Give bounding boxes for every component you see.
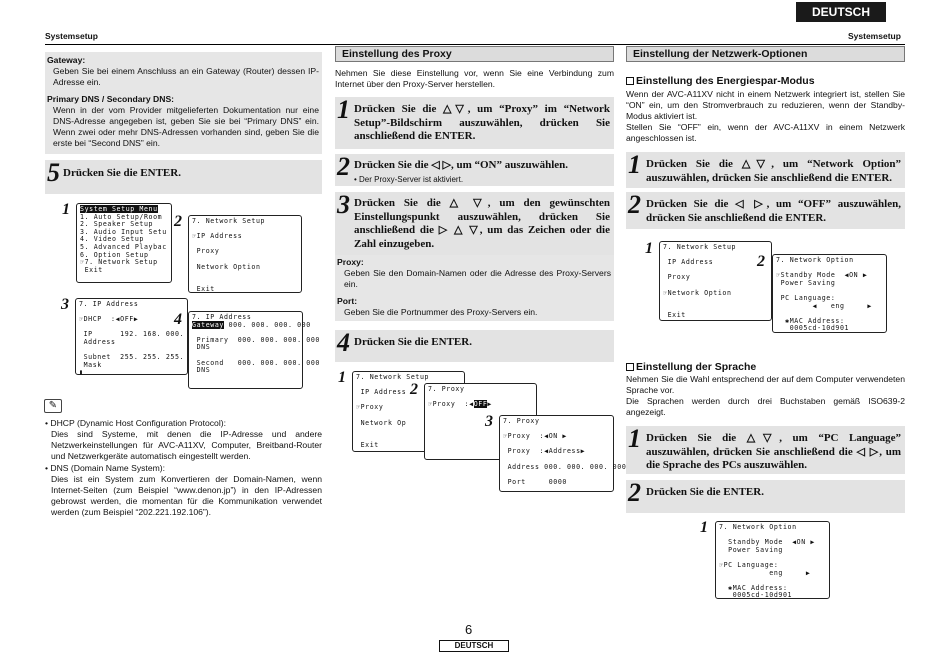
osd-title: System Setup Menu xyxy=(80,205,158,213)
proxy-step-4 xyxy=(335,330,614,362)
section-header-left: Systemsetup xyxy=(45,31,98,41)
section-title-proxy: Einstellung des Proxy xyxy=(335,46,614,62)
figure-step-label: 1 xyxy=(645,240,653,257)
power-saving-text: Wenn der AVC-A11XV nicht in einem Netzwerk integriert ist, stellen Sie “ON” ein, um den Stromverbrauch zu reduzieren, wenn der Standby-Modus aktiviert ist. Stellen Sie “OFF” ein, wenn der AVC-A11XV in einem Netzwerk angeschlossen ist. xyxy=(626,89,905,143)
figure-step-label: 2 xyxy=(174,213,182,230)
step-number: 2 xyxy=(337,152,350,181)
osd-title: 7. IP Address xyxy=(192,313,252,321)
figure-step-label: 2 xyxy=(757,253,765,270)
header-rule xyxy=(45,44,905,45)
step-number: 2 xyxy=(628,190,641,219)
page-number: 6 xyxy=(465,622,473,637)
step-number: 1 xyxy=(337,95,350,124)
subsection-language xyxy=(626,361,756,373)
port-title: Port: xyxy=(337,296,358,306)
osd-network-setup-proxy: 7. Network Setup IP Address ☞Proxy Network Op Exit xyxy=(352,371,465,452)
step-number: 2 xyxy=(628,478,641,507)
dns-text: Wenn in der vom Provider mitgelieferten Dokumentation nur eine DNS-Adresse angegeben ist, geben Sie sie bei “Primary DNS” ein. Wenn zwei oder mehr DNS-Adressen vorhanden sind, geben Sie die erste bei “Second DNS” ein. xyxy=(53,105,319,148)
step-text: Drücken Sie die △▽, um “Network Option” auszuwählen, drücken Sie anschließend die ENTER. xyxy=(646,158,901,184)
note-body: Dies ist ein System zum Konvertieren der Domain-Namen, wenn Internet-Seiten (zum Beispiel “www.denon.jp”) in den IP-Adressen gebrowst werden, die momentan für die Kommunikation verwendet werden (zum Beispiel “202.221.192.106”). xyxy=(51,474,322,517)
subsection-title: Einstellung der Sprache xyxy=(636,361,757,373)
step-text: Drücken Sie die ENTER. xyxy=(63,167,181,179)
figure-step-label: 1 xyxy=(338,369,346,386)
subsection-power-saving xyxy=(626,75,815,87)
section-header-right: Systemsetup xyxy=(848,31,901,41)
figure-step-label: 1 xyxy=(62,201,70,218)
netopt-step-2 xyxy=(626,192,905,229)
osd-body: 000. 000. 000. 000 Primary 000. 000. 000. 000 DNS Second 000. 000. 000. 000 DNS xyxy=(196,320,320,375)
osd-ip-address-gateway xyxy=(188,311,320,389)
step-number: 5 xyxy=(47,158,60,187)
note-dns xyxy=(45,463,322,518)
osd-selected-gateway: Gateway xyxy=(192,320,224,329)
lang-step-2 xyxy=(626,480,905,513)
step-5 xyxy=(45,160,322,194)
osd-network-option-standby: 7. Network Option ☞Standby Mode ◀ON ▶ Power Saving PC Language: ◀ eng ▶ ✱MAC Address: 0005cd-10d901 xyxy=(772,254,887,333)
lang-step-1 xyxy=(626,426,905,474)
osd-proxy-off: 7. Proxy ☞Proxy :◀OFF▶ xyxy=(424,383,537,460)
osd-network-setup: 7. Network Setup ☞IP Address Proxy Network Option Exit xyxy=(188,215,302,293)
step-number: 1 xyxy=(628,150,641,179)
proxy-step-3 xyxy=(335,192,614,255)
figure-step-label: 4 xyxy=(174,311,182,328)
osd-network-option-language: 7. Network Option Standby Mode ◀ON ▶ Power Saving ☞PC Language: eng ▶ ✱MAC Address: 0005cd-10d901 xyxy=(715,521,830,599)
step-text: Drücken Sie die ◁ ▷, um “ON” auszuwählen. xyxy=(354,159,569,171)
section-title-network-options: Einstellung der Netzwerk-Optionen xyxy=(626,46,905,62)
language-tab: DEUTSCH xyxy=(796,2,886,22)
proxy-text: Geben Sie den Domain-Namen oder die Adresse des Proxy-Servers ein. xyxy=(344,268,611,289)
step-text: Drücken Sie die ◁ ▷, um “OFF” auszuwählen, drücken Sie anschließend die ENTER. xyxy=(646,198,901,224)
proxy-intro: Nehmen Sie diese Einstellung vor, wenn Sie eine Verbindung zum Internet über den Proxy-Server herstellen. xyxy=(335,68,614,89)
proxy-step-2 xyxy=(335,154,614,186)
step-number: 4 xyxy=(337,328,350,357)
language-text: Nehmen Sie die Wahl entsprechend der auf dem Computer verwendeten Sprache vor. Die Sprachen werden durch drei Buchstaben gemäß ISO639-2 angezeigt. xyxy=(626,374,905,417)
step-text: Drücken Sie die ENTER. xyxy=(646,486,764,498)
gateway-text: Geben Sie bei einem Anschluss an ein Gateway (Router) dessen IP-Adresse ein. xyxy=(53,66,319,87)
step-text: Drücken Sie die ENTER. xyxy=(354,336,472,348)
osd-network-setup-option: 7. Network Setup IP Address Proxy ☞Network Option Exit xyxy=(659,241,772,321)
note-dhcp xyxy=(45,418,322,462)
step-number: 3 xyxy=(337,190,350,219)
osd-system-setup-menu xyxy=(76,203,172,283)
osd-body: 7. Proxy ☞Proxy :◀ xyxy=(428,385,474,409)
footer-language: DEUTSCH xyxy=(439,640,509,652)
osd-selected-value: OFF xyxy=(473,400,488,409)
checkbox-icon xyxy=(626,77,634,85)
proxy-step-1 xyxy=(335,97,614,149)
dns-title: Primary DNS / Secondary DNS: xyxy=(47,94,175,104)
figure-step-label: 2 xyxy=(410,381,418,398)
step-text: Drücken Sie die △▽, um “Proxy” im “Network Setup”-Bildschirm auszuwählen, drücken Sie anschließend die ENTER. xyxy=(354,103,610,142)
osd-body: 1. Auto Setup/Room 2. Speaker Setup 3. Audio Input Setu 4. Video Setup 5. Advanced Playbac 6. Option Setup ☞7. Network Setup Exit xyxy=(80,212,167,274)
port-text: Geben Sie die Portnummer des Proxy-Servers ein. xyxy=(344,307,538,317)
step-number: 1 xyxy=(628,424,641,453)
note-pencil-icon: ✎ xyxy=(44,399,62,413)
figure-step-label: 3 xyxy=(485,413,493,430)
note-heading: • DNS (Domain Name System): xyxy=(45,463,166,473)
step-text: Drücken Sie die △▽, um “PC Language” auszuwählen, drücken Sie anschließend die ◁ ▷, um die Sprache des PCs auszuwählen. xyxy=(646,432,901,471)
step-text: Drücken Sie die △ ▽, um den gewünschten Einstellungspunkt auszuwählen, drücken Sie anschließend die ▷ △ ▽, um das Zeichen oder die Zahl einzugeben. xyxy=(354,197,610,250)
note-heading: • DHCP (Dynamic Host Configuration Protocol): xyxy=(45,418,226,428)
osd-ip-address-dhcp: 7. IP Address ☞DHCP :◀OFF▶ IP 192. 168. 000. Address Subnet 255. 255. 255. Mask ▮ xyxy=(75,298,188,375)
gateway-title: Gateway: xyxy=(47,55,86,65)
figure-step-label: 3 xyxy=(61,296,69,313)
step-note: • Der Proxy-Server ist aktiviert. xyxy=(354,175,464,184)
netopt-step-1 xyxy=(626,152,905,188)
osd-proxy-settings: 7. Proxy ☞Proxy :◀ON ▶ Proxy :◀Address▶ Address 000. 000. 000. 000 Port 0000 xyxy=(499,415,614,492)
subsection-title: Einstellung des Energiespar-Modus xyxy=(636,75,815,87)
figure-step-label: 1 xyxy=(700,519,708,536)
proxy-title: Proxy: xyxy=(337,257,364,267)
note-body: Dies sind Systeme, mit denen die IP-Adresse und andere Netzwerkeinstellungen für AVC-A11XV, Computer, Breitband-Router und Netzwerkgeräte automatisch eingestellt werden. xyxy=(51,429,322,461)
checkbox-icon xyxy=(626,363,634,371)
